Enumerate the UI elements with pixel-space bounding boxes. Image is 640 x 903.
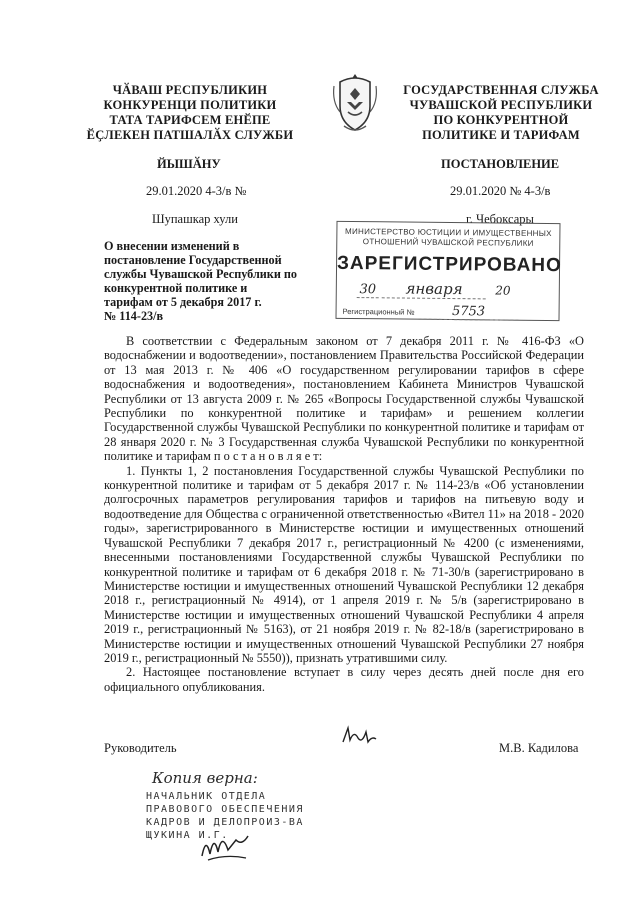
certification-line3: КАДРОВ И ДЕЛОПРОИЗ-ВА [146,817,304,828]
stamp-reg-row [336,301,558,321]
stamp-reg-label: Регистрационный № [342,306,415,317]
document-body [104,334,584,694]
header-right-doc-type: ПОСТАНОВЛЕНИЕ [441,157,560,171]
header-left-line1: ЧӐВАШ РЕСПУБЛИКИН [112,83,268,97]
header-left-doc-type: ЙЫШӐНУ [157,157,221,171]
header-right-line4: ПОЛИТИКЕ И ТАРИФАМ [422,128,580,142]
stamp-month: января [382,279,486,299]
header-left [80,83,300,143]
header-left-line4: ӖҪЛЕКЕН ПАТШАЛӐХ СЛУЖБИ [86,128,294,142]
subject-line3: службы Чувашской Республики по [104,267,298,281]
registration-stamp [335,221,560,321]
certification-signature [196,826,256,866]
header-left-date-number: 29.01.2020 4-3/в № [146,184,247,198]
header-left-city: Шупашкар хули [152,212,238,226]
header-right-line3: ПО КОНКУРЕНТНОЙ [433,113,569,127]
header-left-line3: ТАТА ТАРИФСЕМ ЕНӖПЕ [109,113,271,127]
stamp-line1: МИНИСТЕРСТВО ЮСТИЦИИ И ИМУЩЕСТВЕННЫХ [344,226,552,239]
subject-line1: О внесении изменений в [104,239,240,253]
subject-line4: конкурентной политике и [104,281,248,295]
body-paragraph-item1: 1. Пункты 1, 2 постановления Государственной службы Чувашской Республики по конкурентной политике и тарифам от 5 декабря 2017 г. № 114-23/в «Об установлении долгосрочных параметров регулирования тарифов и тарифов на питьевую воду и водоотведение для Общества с ограниченной ответственностью «Вител 11» на 2018 - 2020 годы», зарегистрированного в Министерстве юстиции и имущественных отношений Чувашской Республики 7 декабря 2017 г., регистрационный № 4200 (с изменениями, внесенными постановлениями Государственной службы Чувашской Республики по конкурентной политике и тарифам от 6 декабря 2018 г. № 71-30/в (зарегистрировано в Министерстве юстиции и имущественных отношений Чувашской Республики 12 декабря 2018 г., регистрационный № 4914), от 1 апреля 2019 г. № 5/в (зарегистрировано в Министерстве юстиции и имущественных отношений Чувашской Республики 4 апреля 2019 г., регистрационный № 5163), от 21 ноября 2019 г. № 82-18/в (зарегистрировано в Министерстве юстиции и имущественных отношений Чувашской Республики 27 ноября 2019 г., регистрационный № 5550)), признать утратившими силу. [104,463,584,665]
certification-line4: ЩУКИНА И.Г. [146,830,229,841]
stamp-line2: ОТНОШЕНИЙ ЧУВАШСКОЙ РЕСПУБЛИКИ [362,237,534,248]
chuvash-emblem-icon [330,72,380,134]
subject-line5: тарифам от 5 декабря 2017 г. [104,295,262,309]
signature-position: Руководитель [104,741,177,755]
certification-line2: ПРАВОВОГО ОБЕСПЕЧЕНИЯ [146,804,304,815]
subject-line6: № 114-23/в [104,309,164,323]
stamp-year: 20 [495,283,511,298]
handwritten-signature [340,724,380,748]
stamp-date [337,279,559,300]
header-right-city: г. Чебоксары [466,212,534,226]
body-paragraph-preamble: В соответствии с Федеральным законом от 7 декабря 2011 г. № 416-ФЗ «О водоснабжении и водоотведении», постановлением Правительства Российской Федерации от 13 мая 2013 г. № 406 «О государственном регулировании тарифов в сфере водоснабжения и водоотведения», постановлением Кабинета Министров Чувашской Республики от 13 августа 2009 г. № 265 «Вопросы Государственной службы Чувашской Республики по конкурентной политике и тарифам» и решением коллегии Государственной службы Чувашской Республики по конкурентной политике и тарифам от 28 января 2020 г. № 3 Государственная служба Чувашской Республики по конкурентной политике и тарифам п о с т а н о в л я е т: [104,334,584,464]
stamp-day: 30 [357,282,379,298]
header-right-date-number: 29.01.2020 № 4-3/в [450,184,551,198]
header-left-line2: КОНКУРЕНЦИ ПОЛИТИКИ [103,98,277,112]
subject-line2: постановление Государственной [104,253,282,267]
signature-name: М.В. Кадилова [499,741,579,755]
stamp-reg-number: 5753 [418,304,518,321]
header-right-line1: ГОСУДАРСТВЕННАЯ СЛУЖБА [403,83,599,97]
stamp-title: ЗАРЕГИСТРИРОВАНО [336,252,562,277]
body-paragraph-item2: 2. Настоящее постановление вступает в силу через десять дней после дня его официального опубликования. [104,665,584,694]
certification-handwritten: Копия верна: [152,769,258,787]
header-right [396,83,606,143]
header-right-line2: ЧУВАШСКОЙ РЕСПУБЛИКИ [409,98,593,112]
certification-line1: НАЧАЛЬНИК ОТДЕЛА [146,791,267,802]
document-subject [104,239,314,323]
